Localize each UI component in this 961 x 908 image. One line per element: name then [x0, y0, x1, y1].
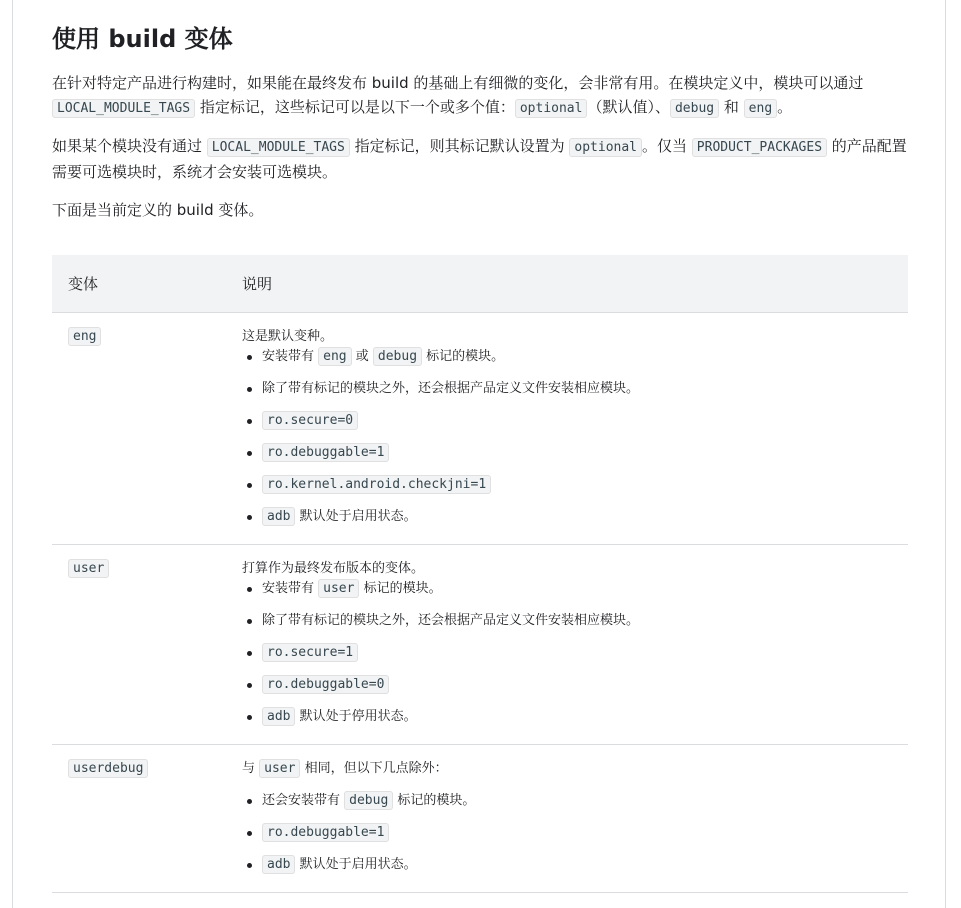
list-item [262, 675, 892, 695]
list-item [262, 643, 892, 663]
table-row [52, 545, 908, 745]
description-intro: 打算作为最终发布版本的变体。 [242, 561, 425, 576]
code-debug: debug [670, 99, 719, 118]
list-item [262, 411, 892, 431]
code-property: ro.kernel.android.checkjni=1 [262, 475, 491, 494]
list-item [262, 707, 892, 727]
list-item [262, 791, 892, 811]
list-item [262, 443, 892, 463]
text: 还会安装带有 [262, 793, 345, 808]
table-row [52, 313, 908, 545]
page-title: 使用 build 变体 [52, 25, 233, 53]
code-property: ro.debuggable=1 [262, 823, 389, 842]
text: 。 [777, 98, 793, 116]
code-adb: adb [262, 707, 295, 726]
code-adb: adb [262, 855, 295, 874]
text: 标记的模块。 [359, 581, 442, 596]
variant-description [242, 559, 892, 739]
code-optional: optional [515, 99, 588, 118]
list-item: 除了带有标记的模块之外，还会根据产品定义文件安装相应模块。 [262, 611, 892, 631]
text: （默认值）、 [587, 98, 670, 116]
text: 的产品配置需要可选模块时，系统才会安装可选模块。 [52, 137, 907, 181]
code-property: ro.debuggable=0 [262, 675, 389, 694]
description-intro: 这是默认变种。 [242, 329, 334, 344]
text: 和 [719, 98, 744, 116]
build-variants-table [52, 255, 908, 893]
description-intro [242, 759, 892, 779]
text: 安装带有 [262, 581, 319, 596]
variant-name [68, 761, 148, 776]
column-header-description: 说明 [242, 275, 273, 293]
bullet-list [242, 579, 892, 727]
text: 标记的模块。 [393, 793, 476, 808]
text: 默认处于启用状态。 [295, 509, 417, 524]
code-userdebug: userdebug [68, 759, 148, 778]
code-eng: eng [68, 327, 101, 346]
text: 安装带有 [262, 349, 319, 364]
variant-description [242, 327, 892, 539]
text: 默认处于启用状态。 [295, 857, 417, 872]
intro-paragraph [52, 71, 908, 121]
code-property: ro.debuggable=1 [262, 443, 389, 462]
variant-name [68, 561, 109, 576]
code-adb: adb [262, 507, 295, 526]
text: 。仅当 [642, 137, 692, 155]
column-header-variant: 变体 [68, 275, 99, 293]
list-item: 除了带有标记的模块之外，还会根据产品定义文件安装相应模块。 [262, 379, 892, 399]
code-local-module-tags: LOCAL_MODULE_TAGS [207, 138, 350, 157]
default-tag-paragraph [52, 134, 908, 184]
page-frame [12, 0, 946, 908]
code-local-module-tags: LOCAL_MODULE_TAGS [52, 99, 195, 118]
list-item [262, 823, 892, 843]
list-item [262, 475, 892, 495]
text: 与 [242, 761, 260, 776]
code-eng: eng [318, 347, 351, 366]
variant-name [68, 329, 101, 344]
list-item [262, 507, 892, 527]
text: 在针对特定产品进行构建时，如果能在最终发布 build 的基础上有细微的变化，会非常有用。在模块定义中，模块可以通过 [52, 74, 864, 92]
bullet-list [242, 791, 892, 875]
list-item [262, 855, 892, 875]
table-header [52, 255, 908, 313]
list-item [262, 579, 892, 599]
text: 或 [351, 349, 373, 364]
code-product-packages: PRODUCT_PACKAGES [692, 138, 827, 157]
text: 相同，但以下几点除外： [300, 761, 448, 776]
code-property: ro.secure=1 [262, 643, 358, 662]
table-row [52, 745, 908, 893]
code-debug: debug [373, 347, 422, 366]
list-item [262, 347, 892, 367]
text: 如果某个模块没有通过 [52, 137, 207, 155]
variants-intro: 下面是当前定义的 build 变体。 [52, 201, 264, 219]
code-debug: debug [344, 791, 393, 810]
bullet-list [242, 347, 892, 527]
code-optional: optional [569, 138, 642, 157]
code-user: user [68, 559, 109, 578]
code-property: ro.secure=0 [262, 411, 358, 430]
code-eng: eng [744, 99, 777, 118]
text: 指定标记，这些标记可以是以下一个或多个值： [195, 98, 515, 116]
variant-description [242, 759, 892, 887]
code-user: user [318, 579, 359, 598]
text: 默认处于停用状态。 [295, 709, 417, 724]
text: 指定标记，则其标记默认设置为 [349, 137, 570, 155]
text: 标记的模块。 [422, 349, 505, 364]
code-user: user [259, 759, 300, 778]
